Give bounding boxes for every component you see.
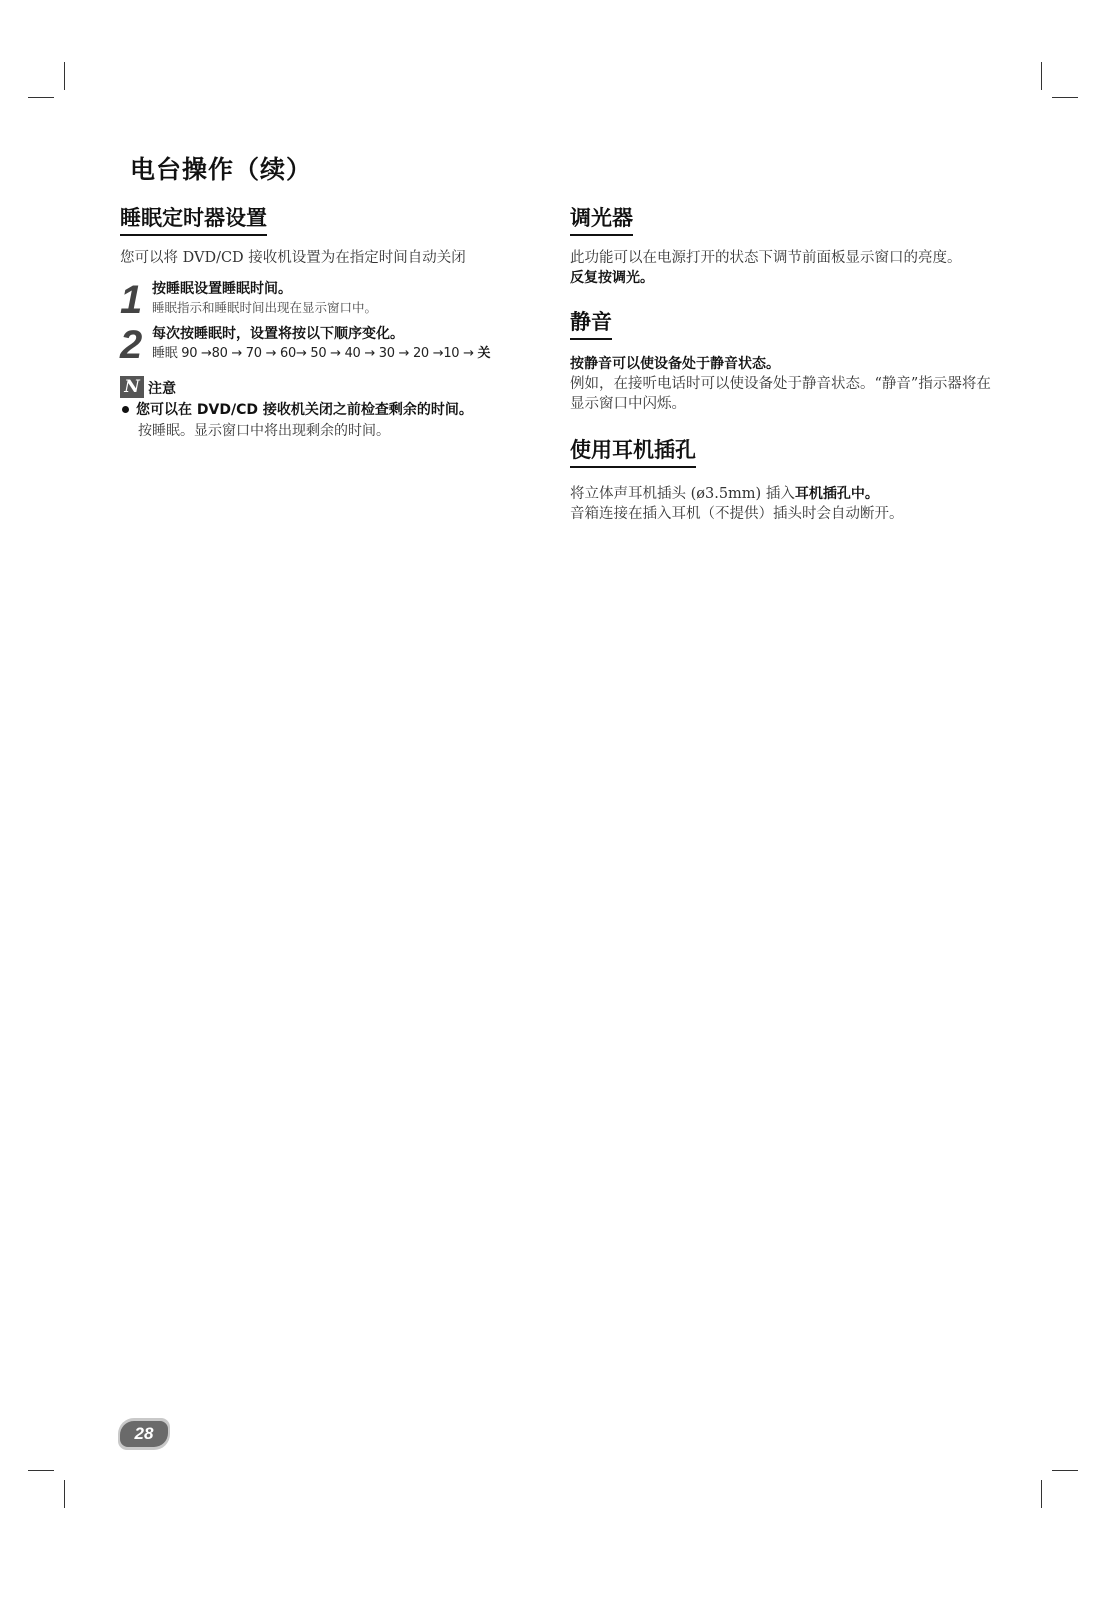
headphone-line1: 将立体声耳机插头 (ø3.5mm) 插入 — [570, 486, 795, 502]
mute-heading: 静音 — [570, 306, 612, 340]
note-detail: 按睡眠。显示窗口中将出现剩余的时间。 — [138, 423, 390, 439]
dimmer-instruction: 反复按调光。 — [570, 270, 654, 286]
crop-mark — [1041, 1480, 1042, 1508]
headphone-jack-label: 耳机插孔中。 — [794, 486, 879, 502]
step-2 — [120, 323, 530, 367]
sleep-sequence — [152, 344, 530, 364]
sleep-timer-heading: 睡眠定时器设置 — [120, 202, 267, 236]
crop-mark — [28, 97, 54, 98]
headphone-heading: 使用耳机插孔 — [570, 434, 696, 468]
bullet-icon — [122, 406, 129, 413]
crop-mark — [64, 1480, 65, 1508]
step-heading: 每次按睡眠时，设置将按以下顺序变化。 — [152, 326, 404, 342]
step-number: 1 — [120, 278, 143, 322]
step-description: 睡眠指示和睡眠时间出现在显示窗口中。 — [152, 300, 378, 315]
sleep-intro: 您可以将 DVD/CD 接收机设置为在指定时间自动关闭 — [120, 250, 466, 266]
dimmer-heading: 调光器 — [570, 202, 633, 236]
crop-mark — [28, 1470, 54, 1471]
crop-mark — [1041, 62, 1042, 90]
sleep-sequence-values: 睡眠 90 →80 → 70 → 60→ 50 → 40 → 30 → 20 →10 → — [152, 346, 474, 361]
page-title: 电台操作（续） — [130, 155, 313, 184]
note-label: 注意 — [148, 381, 176, 397]
note-bullet — [120, 400, 530, 421]
note-icon: N — [120, 376, 144, 398]
note-header — [120, 376, 530, 398]
mute-instruction: 按静音可以使设备处于静音状态。 — [570, 356, 780, 372]
crop-mark — [1052, 97, 1078, 98]
headphone-text-1 — [570, 484, 995, 504]
step-1 — [120, 278, 530, 322]
dimmer-text: 此功能可以在电源打开的状态下调节前面板显示窗口的亮度。 — [570, 250, 962, 266]
crop-mark — [64, 62, 65, 90]
sleep-timer-section — [120, 202, 530, 441]
crop-mark — [1052, 1470, 1078, 1471]
headphone-text-2: 音箱连接在插入耳机（不提供）插头时会自动断开。 — [570, 506, 904, 522]
sleep-sequence-end: 关 — [477, 346, 491, 361]
step-number: 2 — [120, 323, 143, 367]
note-bullet-text: 您可以在 DVD/CD 接收机关闭之前检查剩余的时间。 — [136, 402, 473, 418]
note-block — [120, 376, 530, 441]
right-column — [570, 202, 995, 524]
page-number: 28 — [120, 1421, 168, 1447]
mute-text: 例如，在接听电话时可以使设备处于静音状态。“静音”指示器将在显示窗口中闪烁。 — [570, 376, 991, 412]
step-heading: 按睡眠设置睡眠时间。 — [152, 281, 292, 297]
